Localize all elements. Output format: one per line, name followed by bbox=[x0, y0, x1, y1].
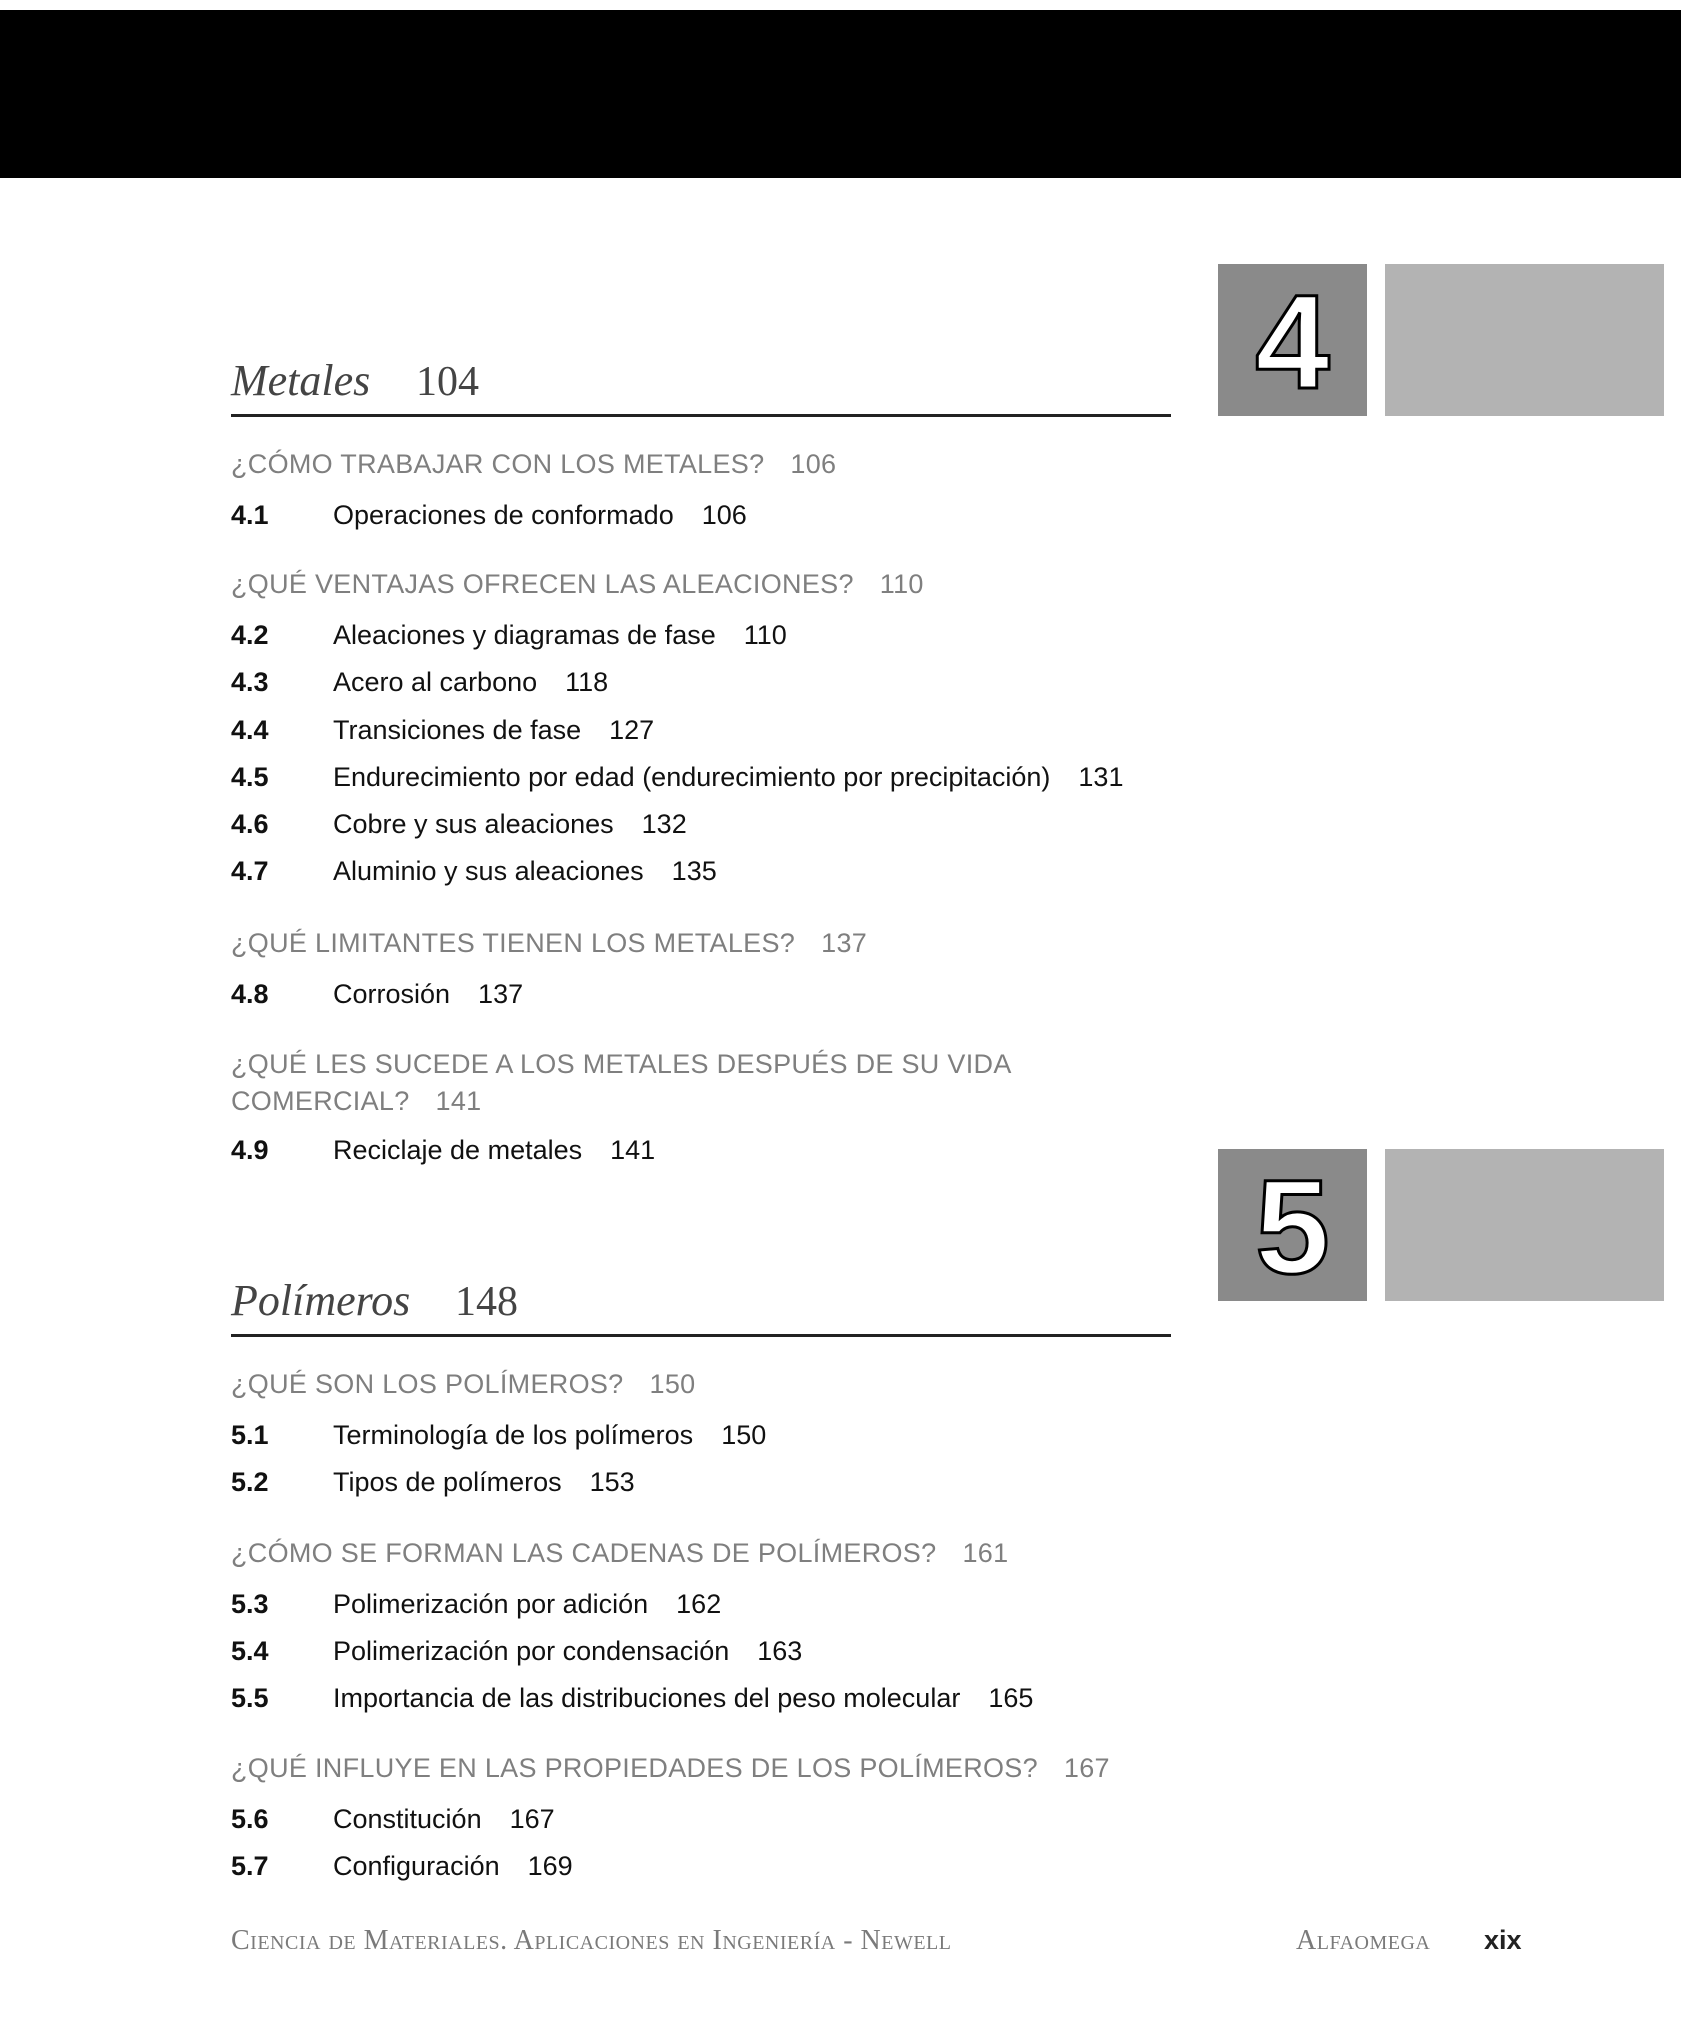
entry-title: Importancia de las distribuciones del peso molecular bbox=[333, 1683, 961, 1713]
entry-title: Cobre y sus aleaciones bbox=[333, 809, 614, 839]
chapter-number-box bbox=[1218, 264, 1367, 416]
entry-number: 5.7 bbox=[231, 1851, 269, 1881]
section-question bbox=[231, 1046, 1031, 1120]
question-page: 161 bbox=[962, 1538, 1009, 1568]
chapter-5-marker bbox=[1218, 1149, 1664, 1301]
entry-number: 4.6 bbox=[231, 809, 269, 839]
entry-number: 4.2 bbox=[231, 620, 269, 650]
entry-number: 5.1 bbox=[231, 1420, 269, 1450]
header-black-bar bbox=[0, 10, 1681, 178]
question-text: ¿QUÉ VENTAJAS OFRECEN LAS ALEACIONES? bbox=[231, 569, 854, 599]
entry-number: 5.2 bbox=[231, 1467, 269, 1497]
entry-page: 132 bbox=[641, 809, 687, 839]
entry-page: 137 bbox=[478, 979, 524, 1009]
toc-entry[interactable] bbox=[231, 1464, 1231, 1500]
entry-page: 162 bbox=[676, 1589, 722, 1619]
toc-entry[interactable] bbox=[231, 712, 1231, 748]
toc-entry[interactable] bbox=[231, 806, 1231, 842]
entry-title: Reciclaje de metales bbox=[333, 1135, 583, 1165]
entry-page: 127 bbox=[609, 715, 655, 745]
entry-page: 135 bbox=[671, 856, 717, 886]
entry-number: 4.8 bbox=[231, 979, 269, 1009]
chapter-number: 4 bbox=[1255, 268, 1330, 417]
entry-number: 4.4 bbox=[231, 715, 269, 745]
entry-title: Endurecimiento por edad (endurecimiento por precipitación) bbox=[333, 762, 1051, 792]
entry-number: 5.6 bbox=[231, 1804, 269, 1834]
entry-page: 131 bbox=[1078, 762, 1124, 792]
entry-page: 169 bbox=[527, 1851, 573, 1881]
section-question bbox=[231, 1535, 1131, 1572]
question-page: 137 bbox=[821, 928, 868, 958]
entry-title: Terminología de los polímeros bbox=[333, 1420, 694, 1450]
entry-number: 4.3 bbox=[231, 667, 269, 697]
toc-entry[interactable] bbox=[231, 1586, 1231, 1622]
chapter-grey-block bbox=[1385, 1149, 1664, 1301]
question-page: 167 bbox=[1063, 1753, 1110, 1783]
entry-number: 4.1 bbox=[231, 500, 269, 530]
entry-title: Operaciones de conformado bbox=[333, 500, 674, 530]
entry-title: Tipos de polímeros bbox=[333, 1467, 562, 1497]
chapter-4-heading bbox=[231, 356, 1171, 417]
entry-number: 5.3 bbox=[231, 1589, 269, 1619]
entry-title: Corrosión bbox=[333, 979, 451, 1009]
entry-page: 110 bbox=[743, 620, 787, 650]
entry-title: Aluminio y sus aleaciones bbox=[333, 856, 644, 886]
entry-number: 5.4 bbox=[231, 1636, 269, 1666]
entry-title: Transiciones de fase bbox=[333, 715, 582, 745]
section-question bbox=[231, 1750, 1131, 1787]
chapter-grey-block bbox=[1385, 264, 1664, 416]
entry-number: 4.7 bbox=[231, 856, 269, 886]
toc-entry[interactable] bbox=[231, 1680, 1231, 1716]
chapter-number: 5 bbox=[1255, 1153, 1330, 1302]
entry-number: 4.5 bbox=[231, 762, 269, 792]
entry-title: Acero al carbono bbox=[333, 667, 538, 697]
section-question bbox=[231, 566, 1131, 603]
entry-page: 153 bbox=[589, 1467, 635, 1497]
entry-page: 141 bbox=[610, 1135, 656, 1165]
toc-entry[interactable] bbox=[231, 1633, 1231, 1669]
section-question bbox=[231, 446, 1131, 483]
chapter-title: Metales bbox=[231, 356, 371, 405]
footer-page-number: xix bbox=[1484, 1925, 1522, 1955]
chapter-page: 148 bbox=[455, 1279, 518, 1325]
question-page: 141 bbox=[435, 1086, 482, 1116]
toc-entry[interactable] bbox=[231, 497, 1231, 533]
entry-title: Configuración bbox=[333, 1851, 500, 1881]
entry-title: Aleaciones y diagramas de fase bbox=[333, 620, 716, 650]
question-text: ¿QUÉ INFLUYE EN LAS PROPIEDADES DE LOS POLÍMEROS? bbox=[231, 1753, 1038, 1783]
entry-number: 4.9 bbox=[231, 1135, 269, 1165]
toc-entry[interactable] bbox=[231, 617, 1231, 653]
entry-title: Polimerización por condensación bbox=[333, 1636, 730, 1666]
chapter-4-marker bbox=[1218, 264, 1664, 416]
toc-entry[interactable] bbox=[231, 976, 1231, 1012]
chapter-number-box bbox=[1218, 1149, 1367, 1301]
entry-page: 163 bbox=[757, 1636, 803, 1666]
section-question bbox=[231, 925, 1131, 962]
question-page: 110 bbox=[879, 569, 924, 599]
toc-entry[interactable] bbox=[231, 664, 1231, 700]
entry-page: 165 bbox=[988, 1683, 1034, 1713]
question-text: ¿CÓMO SE FORMAN LAS CADENAS DE POLÍMEROS? bbox=[231, 1538, 937, 1568]
question-page: 150 bbox=[649, 1369, 696, 1399]
entry-title: Polimerización por adición bbox=[333, 1589, 649, 1619]
question-text: ¿QUÉ SON LOS POLÍMEROS? bbox=[231, 1369, 624, 1399]
entry-page: 118 bbox=[565, 667, 609, 697]
toc-entry[interactable] bbox=[231, 759, 1231, 795]
question-text: ¿CÓMO TRABAJAR CON LOS METALES? bbox=[231, 449, 765, 479]
toc-entry[interactable] bbox=[231, 1801, 1231, 1837]
toc-entry[interactable] bbox=[231, 1132, 1231, 1168]
question-text: ¿QUÉ LES SUCEDE A LOS METALES DESPUÉS DE SU VIDA COMERCIAL? bbox=[231, 1049, 1011, 1116]
entry-page: 150 bbox=[721, 1420, 767, 1450]
entry-page: 167 bbox=[509, 1804, 555, 1834]
toc-entry[interactable] bbox=[231, 1848, 1231, 1884]
toc-entry[interactable] bbox=[231, 1417, 1231, 1453]
footer-publisher: Alfaomega bbox=[1296, 1925, 1431, 1956]
footer-book-title: Ciencia de Materiales. Aplicaciones en Ingeniería - Newell bbox=[231, 1925, 952, 1956]
chapter-page: 104 bbox=[416, 359, 479, 405]
question-page: 106 bbox=[790, 449, 837, 479]
chapter-title: Polímeros bbox=[231, 1276, 411, 1325]
toc-entry[interactable] bbox=[231, 853, 1231, 889]
entry-page: 106 bbox=[701, 500, 747, 530]
entry-title: Constitución bbox=[333, 1804, 482, 1834]
chapter-5-heading bbox=[231, 1276, 1171, 1337]
question-text: ¿QUÉ LIMITANTES TIENEN LOS METALES? bbox=[231, 928, 796, 958]
entry-number: 5.5 bbox=[231, 1683, 269, 1713]
section-question bbox=[231, 1366, 1131, 1403]
